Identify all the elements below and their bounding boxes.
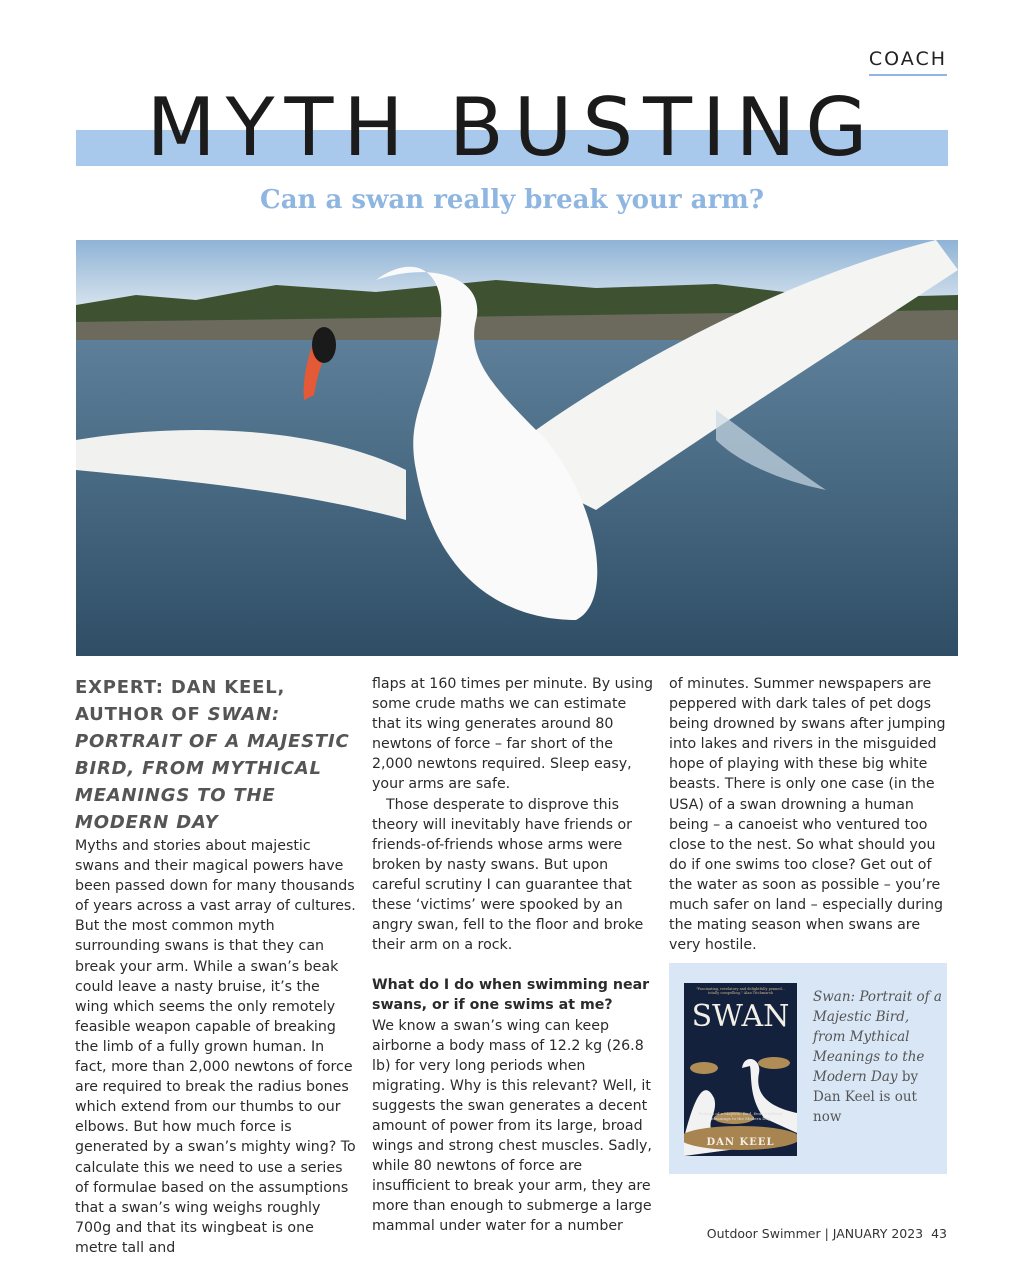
cover-title: SWAN xyxy=(691,999,790,1034)
column-3 xyxy=(669,674,949,955)
book-caption xyxy=(813,987,943,1127)
swan-photo xyxy=(76,240,958,656)
subheading: What do I do when swimming near swans, or if one swims at me? xyxy=(372,977,650,1014)
expert-label: EXPERT: DAN KEEL, AUTHOR OF xyxy=(75,677,286,725)
subtitle: Can a swan really break your arm? xyxy=(260,185,764,215)
section-label: COACH xyxy=(869,48,947,76)
column-1 xyxy=(75,674,357,1258)
footer-magazine: Outdoor Swimmer | JANUARY 2023 xyxy=(706,1226,924,1241)
body-paragraph: Those desperate to disprove this theory will inevitably have friends or friends-of-friends whose arms were broken by nasty swans. But upon careful scrutiny I can guarantee that these ‘victims’ were spooked by an angry swan, fell to the floor and broke their arm on a rock. xyxy=(372,796,644,954)
body-paragraph: of minutes. Summer newspapers are peppered with dark tales of pet dogs being drowned by swans after jumping into lakes and rivers in the misguided hope of playing with these big white beasts. There is only one case (in the USA) of a swan drowning a human being – a canoeist who ventured too close to the nest. So what should you do if one swims too close? Get out of the water as soon as possible – you’re much safer on land – especially during the mating season when swans are very hostile. xyxy=(669,676,946,954)
cover-author: DAN KEEL xyxy=(706,1137,775,1148)
page-number: 43 xyxy=(931,1226,947,1241)
cover-quote: "Fascinating, revelatory and delightfully penned... totally compelling." Alan Titchmarsh xyxy=(695,987,786,995)
book-title: Swan: Portrait of a Majestic Bird, from Mythical Meanings to the Modern Day xyxy=(813,989,942,1085)
book-cover xyxy=(684,983,797,1156)
body-paragraph: Myths and stories about majestic swans and their magical powers have been passed down for many thousands of years across a vast array of cultures. But the most common myth surrounding swans is that they can break your arm. While a swan’s beak could leave a nasty bruise, it’s the wing which seems the only remotely feasible weapon capable of breaking the limb of a fully grown human. In fact, more than 2,000 newtons of force are required to break the radius bones which extend from our thumbs to our elbows. But how much force is generated by a swan’s mighty wing? To calculate this we need to use a series of formulae based on the assumptions that a swan’s wing weighs roughly 700g and that its wingbeat is one metre tall and xyxy=(75,838,356,1256)
cover-subtitle: Portrait of a Majestic Bird, from Mythical Meanings to the Modern Day xyxy=(698,1111,783,1121)
page-title: MYTH BUSTING xyxy=(146,81,878,174)
column-2 xyxy=(372,674,654,1237)
page-footer xyxy=(707,1226,947,1241)
book-promo-box xyxy=(669,963,947,1174)
expert-heading xyxy=(75,674,357,836)
body-paragraph: flaps at 160 times per minute. By using some crude maths we can estimate that its wing generates around 80 newtons of force – far short of the 2,000 newtons required. Sleep easy, your arms are safe. xyxy=(372,676,653,793)
book-caption-text: by Dan Keel is out now xyxy=(813,1069,919,1125)
expert-book-title: SWAN: PORTRAIT OF A MAJESTIC BIRD, FROM MYTHICAL MEANINGS TO THE MODERN DAY xyxy=(75,704,350,833)
body-paragraph: We know a swan’s wing can keep airborne a body mass of 12.2 kg (26.8 lb) for very long periods when migrating. Why is this relevant? Well, it suggests the swan generates a decent amount of power from its large, broad wings and strong chest muscles. Sadly, while 80 newtons of force are insufficient to break your arm, they are more than enough to submerge a large mammal under water for a number xyxy=(372,1017,652,1235)
